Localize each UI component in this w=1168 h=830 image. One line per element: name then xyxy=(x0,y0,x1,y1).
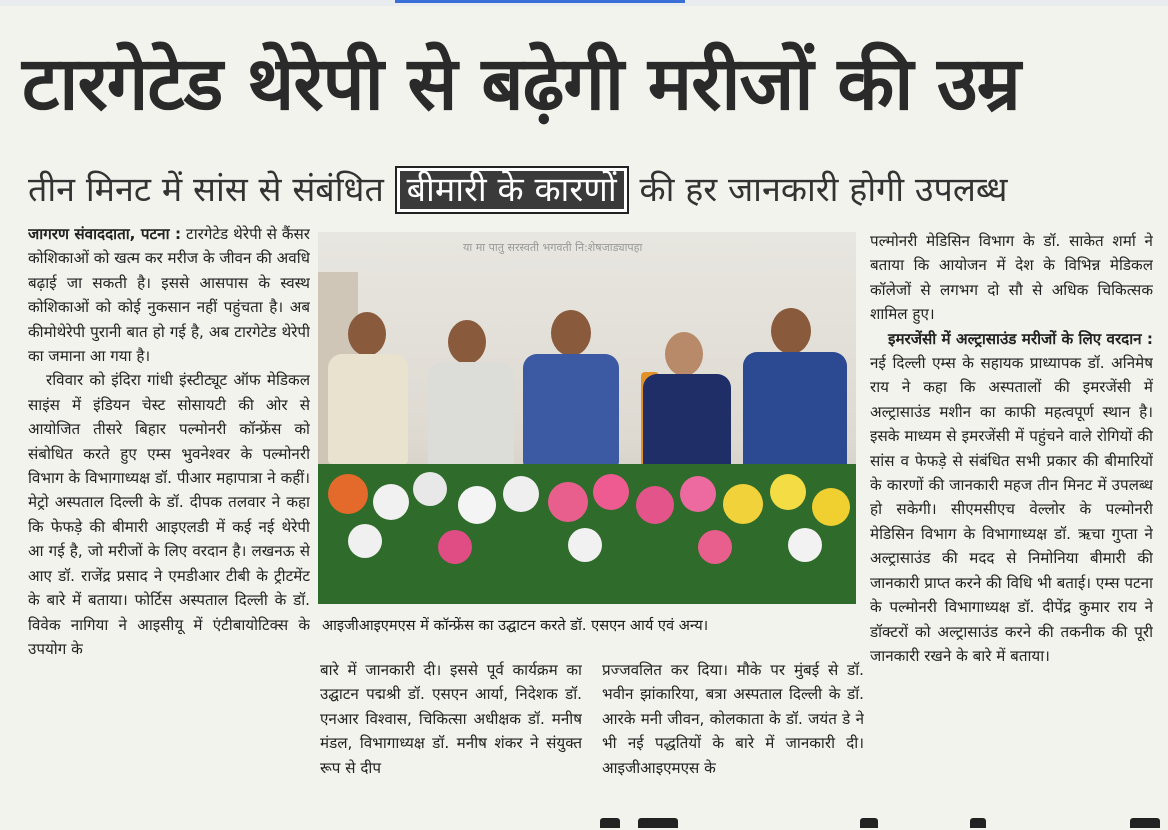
photo-caption: आइजीआइएमएस में कॉन्फ्रेंस का उद्घाटन करते डॉ. एसएन आर्य एवं अन्य। xyxy=(322,617,709,634)
flower-arrangement xyxy=(318,464,856,604)
headline: टारगेटेड थेरेपी से बढ़ेगी मरीजों की उम्र xyxy=(22,41,1020,127)
col1-para-1 xyxy=(28,222,310,368)
col4-para-2 xyxy=(870,327,1153,669)
article-column-2 xyxy=(320,658,582,798)
article-column-3 xyxy=(602,658,864,798)
dateline: जागरण संवाददाता, पटना : xyxy=(28,225,182,243)
col2-text: बारे में जानकारी दी। इससे पूर्व कार्यक्रम का उद्घाटन पद्मश्री डॉ. एसएन आर्या, निदेशक डॉ. एनआर विश्वास, चिकित्सा अधीक्षक डॉ. मनीष मंडल, विभागाध्यक्ष डॉ. मनीष शंकर ने संयुक्त रूप से दीप xyxy=(320,661,582,777)
top-blue-rule xyxy=(395,0,685,3)
subhead-text-before: तीन मिनट में सांस से संबंधित xyxy=(28,170,395,210)
photo-banner-text: या मा पातु सरस्वती भगवती नि:शेषजाड्यापहा xyxy=(463,241,643,254)
subhead-highlight: बीमारी के कारणों xyxy=(395,166,629,214)
top-edge-strip xyxy=(0,0,1168,6)
next-headline-cutoff xyxy=(300,806,1168,830)
article-column-1 xyxy=(28,222,310,782)
col4-subhead: इमरजेंसी में अल्ट्रासाउंड मरीजों के लिए वरदान : xyxy=(888,329,1153,348)
col4-para-1: पल्मोनरी मेडिसिन विभाग के डॉ. साकेत शर्मा ने बताया कि आयोजन में देश के विभिन्न मेडिकल कॉलेजों से लगभग दो सौ से अधिक चिकित्सक शामिल हुए। xyxy=(870,232,1153,324)
col1-para-1-text: टारगेटेड थेरेपी से कैंसर कोशिकाओं को खत्म कर मरीज के जीवन की अवधि बढ़ाई जा सकती है। इससे आसपास के स्वस्थ कोशिकाओं को कोई नुकसान नहीं पहुंचता है। अब कीमोथेरेपी पुरानी बात हो गई है, अब टारगेटेड थेरेपी का जमाना आ गया है। xyxy=(28,225,310,366)
news-photo xyxy=(318,232,856,604)
subheadline xyxy=(28,160,1158,220)
col1-para-2: रविवार को इंदिरा गांधी इंस्टीट्यूट ऑफ मेडिकल साइंस में इंडियन चेस्ट सोसायटी की ओर से आयोजित तीसरे बिहार पल्मोनरी कॉन्फ्रेंस को संबोधित करते हुए एम्स भुवनेश्वर के पल्मोनरी विभाग के विभागाध्यक्ष डॉ. पीआर महापात्रा ने कहीं। मेट्रो अस्पताल दिल्ली के डॉ. दीपक तलवार ने कहा कि फेफड़े की बीमारी आइएलडी में कई नई थेरेपी आ गई है, जो मरीजों के लिए वरदान है। लखनऊ से आए डॉ. राजेंद्र प्रसाद ने एमडीआर टीबी के ट्रीटमेंट के बारे में बताया। फोर्टिस अस्पताल दिल्ली के डॉ. विवेक नागिया ने आइसीयू में एंटीबायोटिक्स के उपयोग के xyxy=(28,371,310,658)
col4-para-2-text: नई दिल्ली एम्स के सहायक प्राध्यापक डॉ. अनिमेष राय ने कहा कि अस्पतालों की इमरजेंसी में अल्ट्रासाउंड मशीन का काफी महत्वपूर्ण स्थान है। इसके माध्यम से इमरजेंसी में पहुंचने वाले रोगियों की सांस व फेफड़े से संबंधित सभी प्रकार की बीमारियों के कारणों की जानकारी महज तीन मिनट में उपलब्ध हो सकेगी। सीएमसीएच वेल्लोर के पल्मोनरी मेडिसिन विभाग के विभागाध्यक्ष डॉ. ऋचा गुप्ता ने अल्ट्रासाउंड की मदद से निमोनिया बीमारी की जानकारी प्राप्त करने की विधि भी बताई। एम्स पटना के पल्मोनरी विभागाध्यक्ष डॉ. दीपेंद्र कुमार राय ने डॉक्टरों को अल्ट्रासाउंड करने की तकनीक की पूरी जानकारी रखने के बारे में बताया। xyxy=(870,354,1153,665)
col3-text: प्रज्जवलित कर दिया। मौके पर मुंबई से डॉ. भवीन झांकारिया, बत्रा अस्पताल दिल्ली के डॉ. आरके मनी जीवन, कोलकाता के डॉ. जयंत डे ने भी नई पद्धतियों के बारे में जानकारी दी। आइजीआइएमएस के xyxy=(602,661,864,777)
subhead-text-after: की हर जानकारी होगी उपलब्ध xyxy=(628,170,1008,210)
article-column-4 xyxy=(870,229,1153,799)
